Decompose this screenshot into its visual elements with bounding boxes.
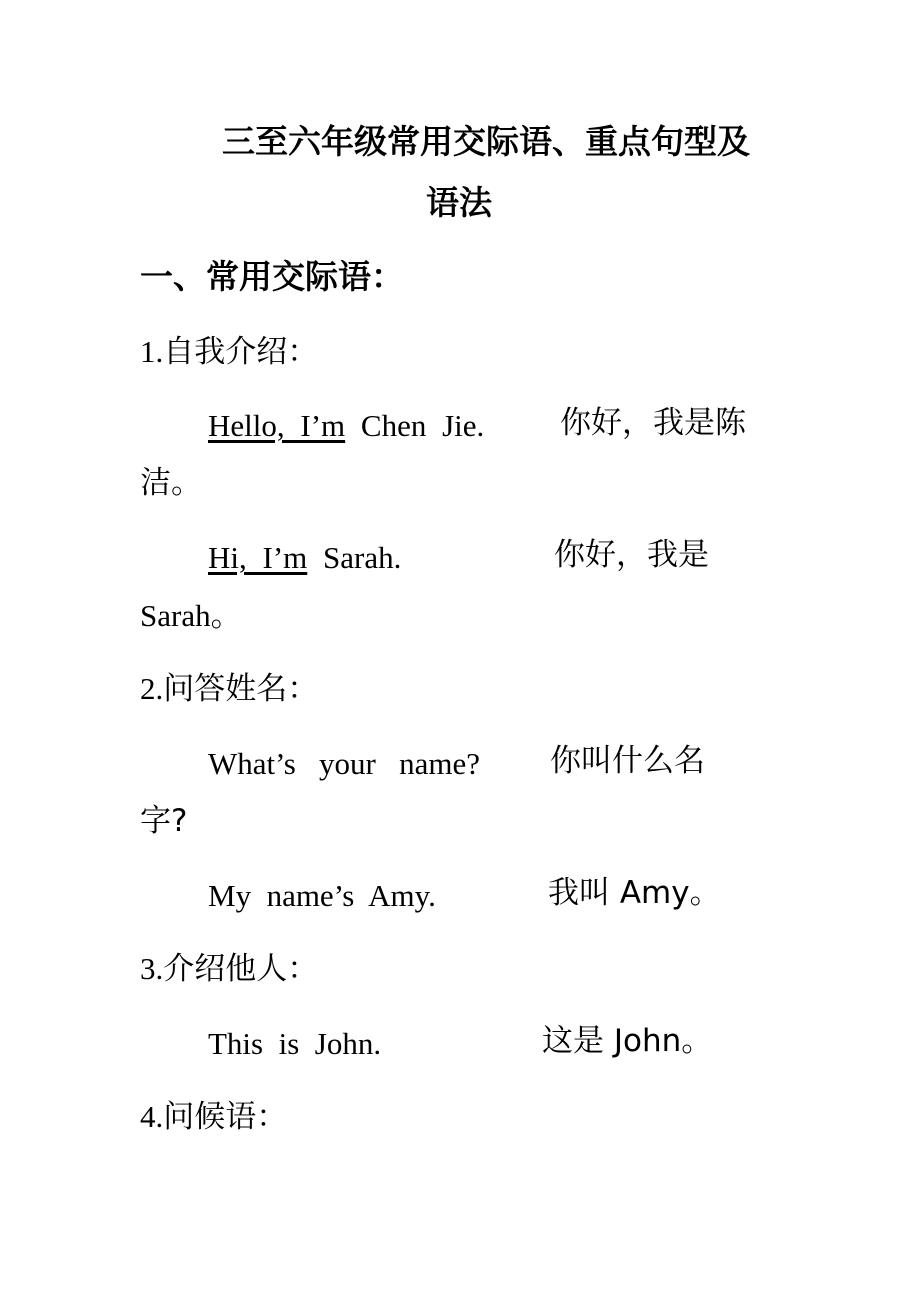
example-chinese-translation-continued: 洁。 — [140, 465, 202, 501]
item-number: 2. — [140, 671, 164, 706]
item-number: 3. — [140, 951, 164, 986]
sentence-rest: Sarah. — [307, 540, 402, 575]
example-english-sentence: This is John. — [208, 1026, 382, 1061]
item-title: 自我介绍： — [163, 334, 319, 370]
item-title: 介绍他人： — [163, 951, 319, 987]
example-english-sentence: What’s your name? — [208, 746, 481, 781]
sentence-rest: Chen Jie. — [345, 408, 485, 443]
underlined-phrase: Hi, I’m — [208, 540, 308, 575]
example-chinese-translation-continued: Sarah。 — [140, 598, 242, 633]
example-english-sentence — [208, 542, 401, 573]
example-english-sentence — [208, 410, 484, 441]
example-chinese-translation: 你好，我是陈 — [560, 405, 746, 441]
document-title-line-2: 语法 — [426, 183, 492, 222]
underlined-phrase: Hello, I’m — [208, 408, 346, 443]
item-heading-self-introduction — [140, 336, 318, 368]
item-heading-introducing-others — [140, 953, 318, 985]
section-heading-common-expressions: 一、常用交际语： — [140, 257, 404, 296]
example-english-sentence: My name’s Amy. — [208, 878, 436, 913]
document-title-line-1: 三至六年级常用交际语、重点句型及 — [222, 122, 750, 161]
item-number: 4. — [140, 1099, 164, 1134]
item-title: 问答姓名： — [163, 671, 319, 707]
example-chinese-translation: 你好，我是 — [554, 537, 709, 573]
example-chinese-translation: 这是 John。 — [542, 1023, 713, 1059]
item-heading-greetings — [140, 1101, 287, 1133]
example-chinese-translation-continued: 字? — [140, 803, 188, 839]
example-chinese-translation: 我叫 Amy。 — [548, 875, 721, 911]
item-number: 1. — [140, 334, 164, 369]
item-heading-asking-names — [140, 673, 318, 705]
example-chinese-translation: 你叫什么名 — [550, 743, 705, 779]
item-title: 问候语： — [163, 1099, 288, 1135]
